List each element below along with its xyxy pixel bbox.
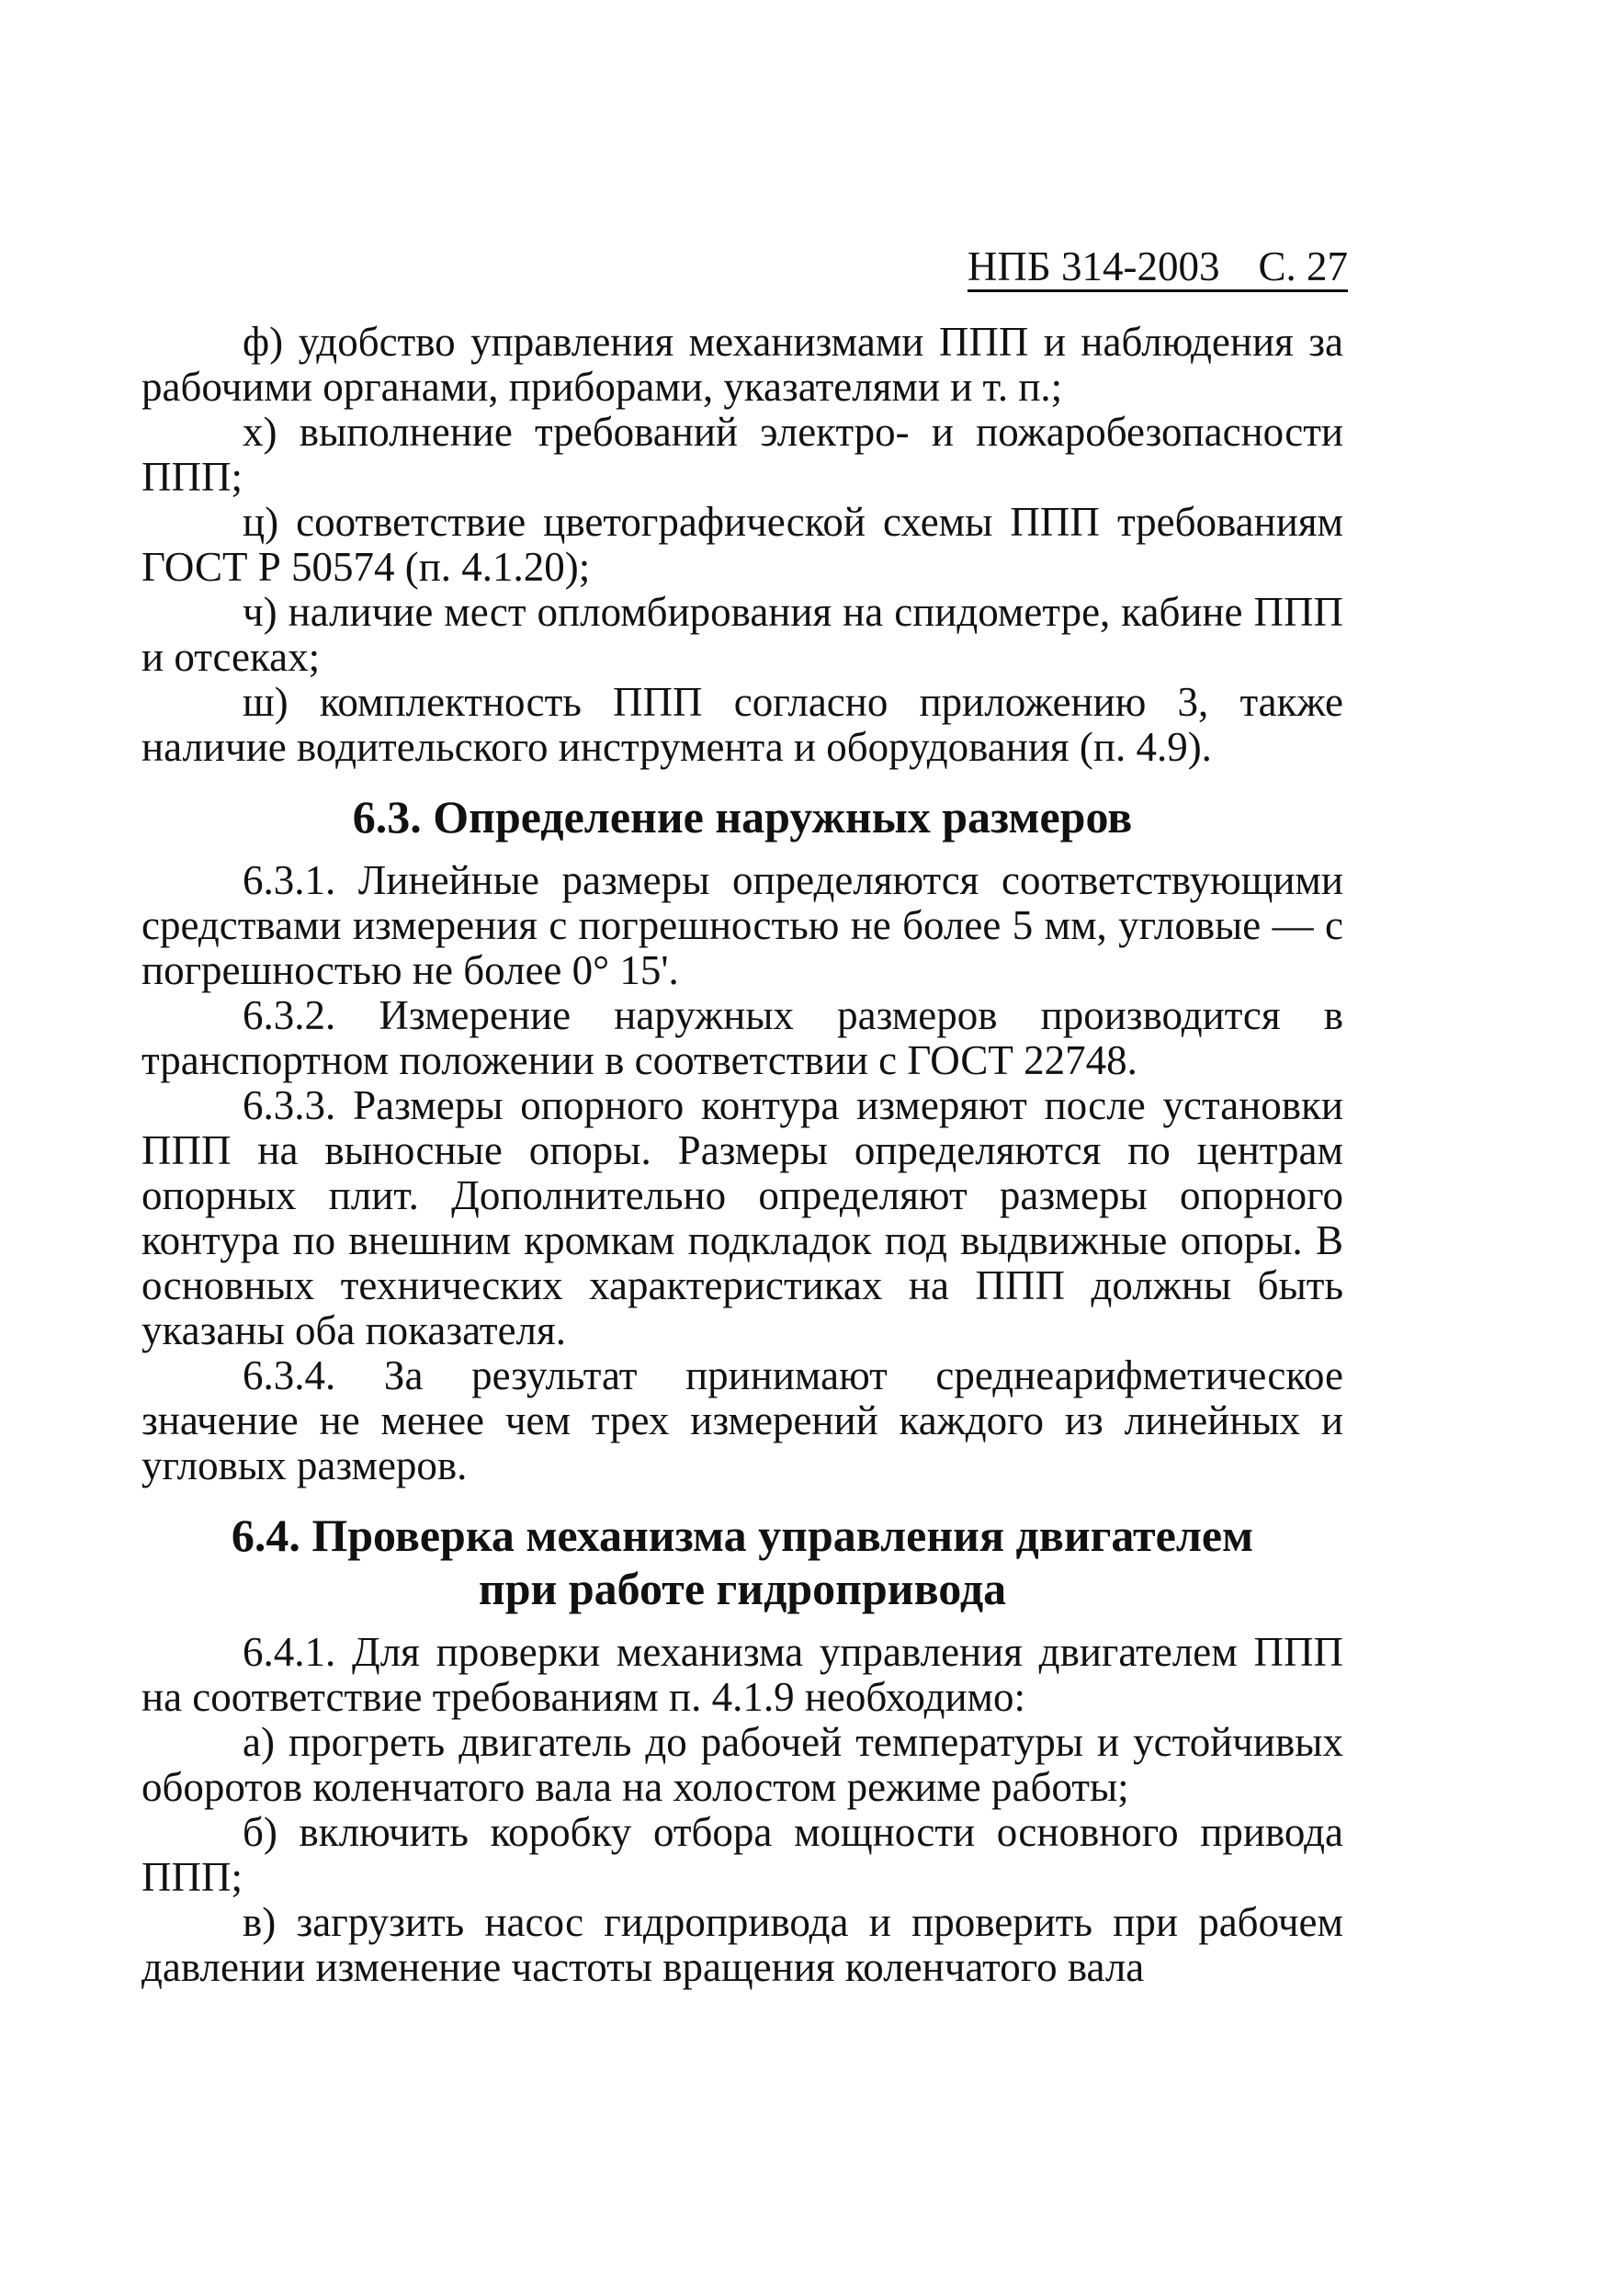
running-header [967, 243, 1348, 292]
section-6-3-heading: 6.3. Определение наружных размеров [352, 791, 1133, 843]
item-sh: ш) комплектность ППП согласно приложению 3, также наличие водительского инструмента и оборудования (п. 4.9). [141, 679, 1343, 770]
item-a: а) прогреть двигатель до рабочей температуры и устойчивых оборотов коленчатого вала на холостом режиме работы; [141, 1719, 1343, 1810]
item-ts: ц) соответствие цветографической схемы ППП требованиям ГОСТ Р 50574 (п. 4.1.20); [141, 499, 1343, 590]
paragraph-6-4-1: 6.4.1. Для проверки механизма управления двигателем ППП на соответствие требованиям п. 4.1.9 необходимо: [141, 1629, 1343, 1720]
document-body [141, 320, 1343, 1990]
paragraph-6-3-2: 6.3.2. Измерение наружных размеров производится в транспортном положении в соответствии с ГОСТ 22748. [141, 992, 1343, 1083]
paragraph-6-3-1: 6.3.1. Линейные размеры определяются соответствующими средствами измерения с погрешностью не более 5 мм, угловые — с погрешностью не более 0° 15'. [141, 857, 1343, 993]
section-6-4-heading-line2: при работе гидропривода [478, 1563, 1007, 1614]
paragraph-6-3-4: 6.3.4. За результат принимают среднеарифметическое значение не менее чем трех измерений каждого из линейных и угловых размеров. [141, 1352, 1343, 1488]
item-v: в) загрузить насос гидропривода и проверить при рабочем давлении изменение частоты вращения коленчатого вала [141, 1899, 1343, 1990]
section-6-4-heading-line1: 6.4. Проверка механизма управления двигателем [231, 1510, 1254, 1561]
section-6-4-heading [141, 1509, 1343, 1615]
document-code: НПБ 314-2003 [967, 243, 1220, 289]
item-b: б) включить коробку отбора мощности основного привода ППП; [141, 1809, 1343, 1900]
item-ch: ч) наличие мест опломбирования на спидометре, кабине ППП и отсеках; [141, 589, 1343, 680]
page-number: С. 27 [1258, 243, 1348, 289]
item-kh: х) выполнение требований электро- и пожаробезопасности ППП; [141, 409, 1343, 500]
paragraph-6-3-3: 6.3.3. Размеры опорного контура измеряют после установки ППП на выносные опоры. Размеры определяются по центрам опорных плит. Дополнительно определяют размеры опорного контура по внешним кромкам подкладок под выдвижные опоры. В основных технических характеристиках на ППП должны быть указаны оба показателя. [141, 1082, 1343, 1353]
item-f: ф) удобство управления механизмами ППП и наблюдения за рабочими органами, приборами, указателями и т. п.; [141, 319, 1343, 410]
